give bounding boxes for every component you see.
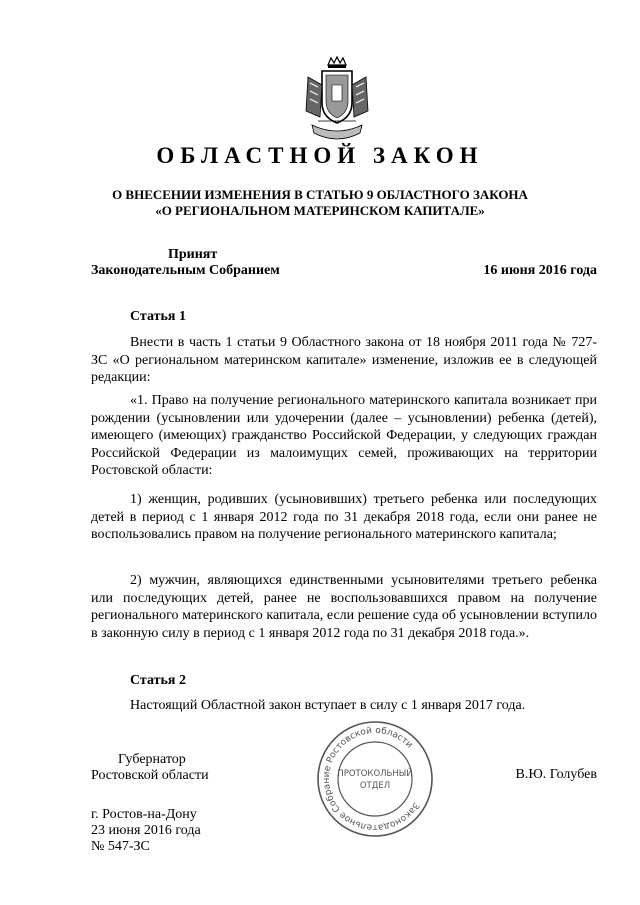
subtitle-line-1: О ВНЕСЕНИИ ИЗМЕНЕНИЯ В СТАТЬЮ 9 ОБЛАСТНОГО ЗАКОНА [112,187,528,202]
svg-text:Законодательное Собрание Росто [314,718,436,840]
article-1-paragraph-1: Внести в часть 1 статьи 9 Областного закона от 18 ноября 2011 года № 727-ЗС «О региональном материнском капитале» изменение, изложив ее в следующей редакции: [91,335,597,385]
article-2-heading: Статья 2 [130,673,186,688]
adopted-by: Законодательным Собранием [91,263,280,278]
article-1-heading: Статья 1 [130,309,186,324]
article-1-paragraph-2: «1. Право на получение регионального материнского капитала возникает при рождении (усыновлении или удочерении (далее – усыновлении) ребенка (детей), имеющего (имеющих) гражданство Российской Федерации, у следующих граждан Российской Федерации из малоимущих семей, проживающих на территории Ростовской области: [91,393,597,478]
signature-title-line-2: Ростовской области [91,768,209,783]
article-1-paragraph-4: 2) мужчин, являющихся единственными усыновителями третьего ребенка или последующих детей, ранее не воспользовавшихся правом на получение регионального материнского капитала, если решение суда об усыновлении вступило в законную силу в период с 1 января 2012 года по 31 декабря 2018 года.». [91,573,597,641]
adopted-date: 16 июня 2016 года [483,263,597,278]
signature-title-line-1: Губернатор [118,752,186,767]
stamp-center-line-2: ОТДЕЛ [359,781,391,791]
law-number: № 547-ЗС [91,839,150,854]
stamp-ring-text: Законодательное Собрание Ростовской области [321,725,421,833]
stamp-center-line-1: ПРОТОКОЛЬНЫЙ [337,769,413,779]
signing-date: 23 июня 2016 года [91,823,201,838]
signing-city: г. Ростов-на-Дону [91,807,197,822]
signature-name: В.Ю. Голубев [515,767,597,782]
coat-of-arms-emblem [298,55,376,151]
article-2-paragraph-1: Настоящий Областной закон вступает в силу с 1 января 2017 года. [130,698,526,713]
document-subtitle [0,187,640,219]
official-stamp [314,718,436,840]
document-title: ОБЛАСТНОЙ ЗАКОН [156,143,484,168]
subtitle-line-2: «О РЕГИОНАЛЬНОМ МАТЕРИНСКОМ КАПИТАЛЕ» [155,203,485,218]
adopted-label: Принят [168,247,218,262]
article-1-paragraph-3: 1) женщин, родивших (усыновивших) третьего ребенка или последующих детей в период с 1 января 2012 года по 31 декабря 2018 года, если они ранее не воспользовались правом на получение регионального материнского капитала; [91,492,597,542]
